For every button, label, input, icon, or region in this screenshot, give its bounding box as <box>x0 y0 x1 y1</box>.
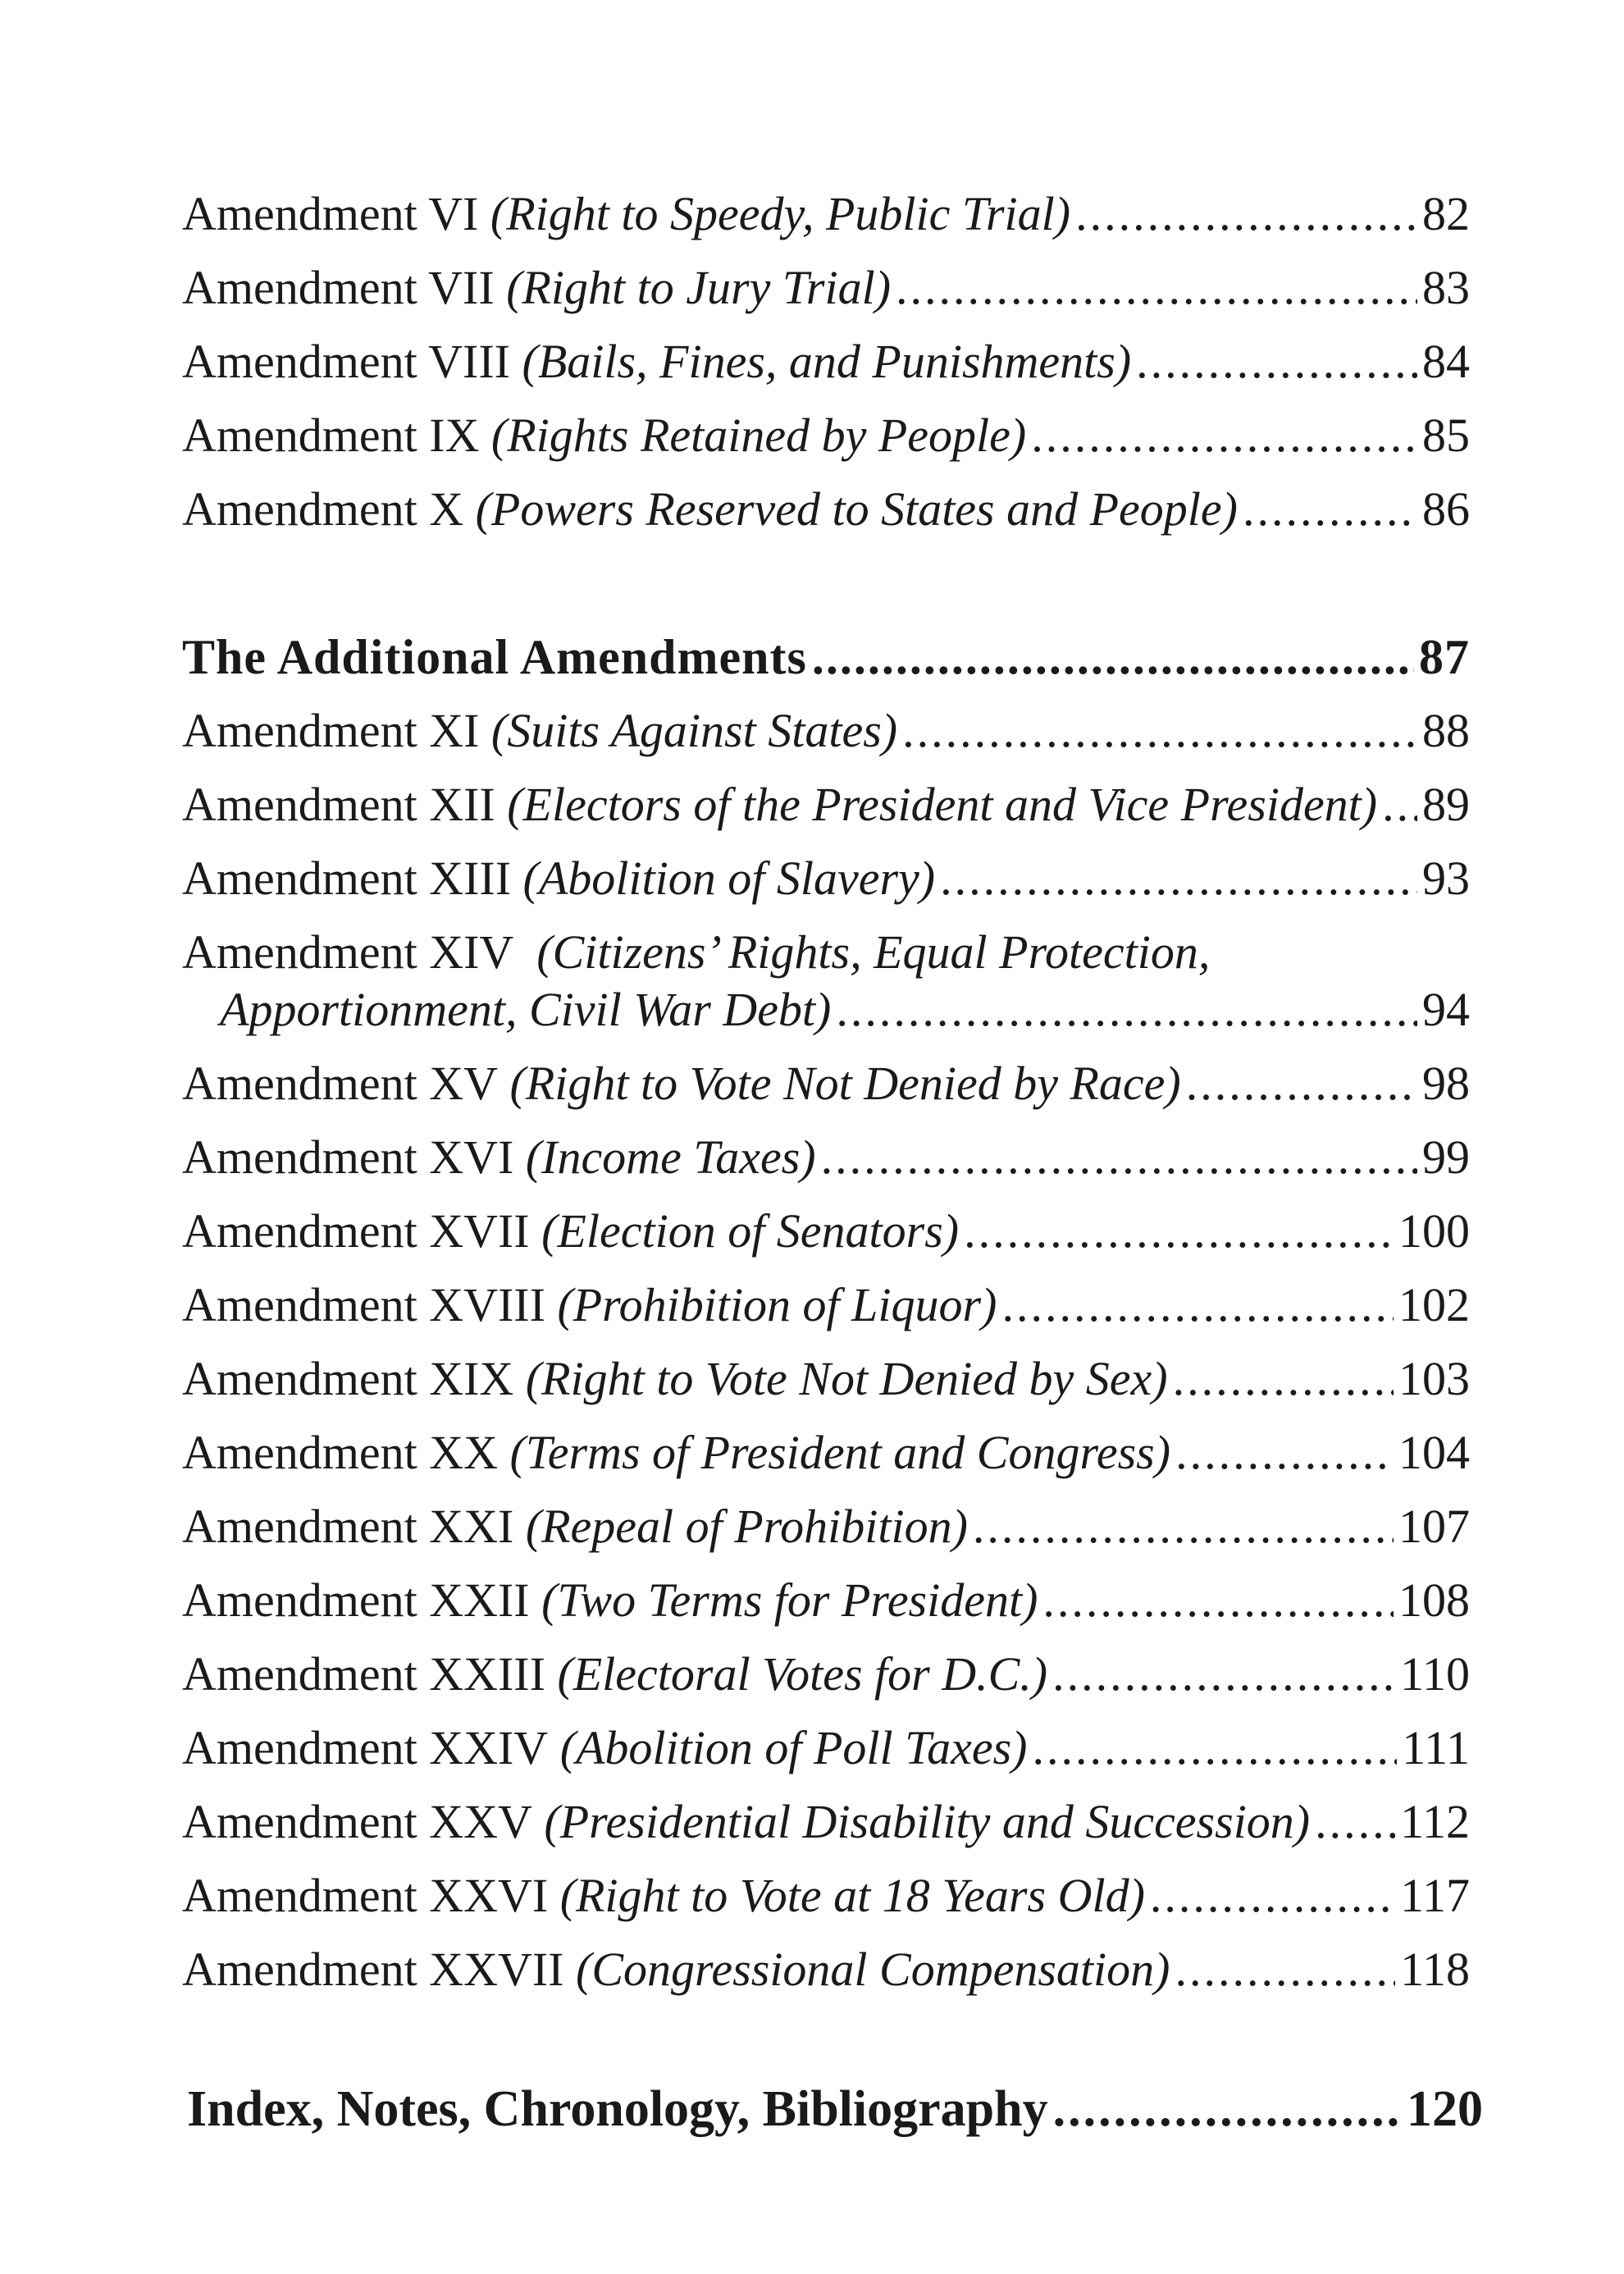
amendment-label: Amendment XXI <box>182 1500 514 1553</box>
amendment-subject: (Two Terms for President) <box>541 1573 1038 1627</box>
dot-leader <box>940 850 1417 907</box>
dot-leader <box>1001 1276 1394 1334</box>
amendment-label: Amendment XV <box>182 1057 498 1110</box>
toc-entry-amendment-viii[interactable] <box>182 333 1470 390</box>
page-number: 117 <box>1400 1869 1470 1922</box>
dot-leader <box>812 628 1414 686</box>
amendment-subject: (Suits Against States) <box>490 704 898 757</box>
page-number: 87 <box>1419 630 1470 684</box>
toc-entry-amendment-xiii[interactable] <box>182 850 1470 907</box>
dot-leader <box>1175 1941 1395 1998</box>
toc-entry-amendment-xxii[interactable] <box>182 1572 1470 1629</box>
toc-entry-amendment-xxvii[interactable] <box>182 1941 1470 1998</box>
page-number: 120 <box>1407 2081 1483 2137</box>
dot-leader <box>836 981 1417 1039</box>
page-number: 118 <box>1400 1943 1470 1996</box>
page-number: 112 <box>1400 1795 1470 1848</box>
amendment-label: Amendment XIX <box>182 1352 514 1405</box>
dot-leader <box>1031 407 1417 464</box>
amendment-label: Amendment XXVII <box>182 1943 564 1996</box>
amendment-label: Amendment XXII <box>182 1573 530 1627</box>
toc-entry-amendment-xx[interactable] <box>182 1424 1470 1482</box>
toc-entry-amendment-x[interactable] <box>182 481 1470 538</box>
toc-entry-amendment-xiv-line1[interactable] <box>182 924 1210 981</box>
amendment-subject: (Right to Vote Not Denied by Race) <box>509 1057 1181 1110</box>
amendment-subject: (Right to Jury Trial) <box>506 261 892 314</box>
amendment-subject: (Electors of the President and Vice President) <box>507 778 1378 831</box>
amendment-subject: (Election of Senators) <box>541 1204 960 1258</box>
amendment-label: Amendment IX <box>182 409 480 462</box>
amendment-subject: (Prohibition of Liquor) <box>557 1278 997 1331</box>
page-number: 104 <box>1398 1426 1470 1479</box>
amendment-subject: (Powers Reserved to States and People) <box>475 482 1238 536</box>
dot-leader <box>1175 1424 1394 1482</box>
page-number: 102 <box>1398 1278 1470 1331</box>
dot-leader <box>1150 1867 1395 1925</box>
amendment-subject: (Congressional Compensation) <box>576 1943 1170 1996</box>
amendment-subject: (Right to Vote Not Denied by Sex) <box>525 1352 1168 1405</box>
section-title: The Additional Amendments <box>182 630 807 684</box>
page-number: 94 <box>1422 983 1470 1036</box>
page-number: 83 <box>1422 261 1470 314</box>
dot-leader <box>1075 185 1417 243</box>
page-number: 86 <box>1422 482 1470 536</box>
amendment-subject: (Bails, Fines, and Punishments) <box>522 335 1132 388</box>
amendment-subject: (Right to Vote at 18 Years Old) <box>559 1869 1145 1922</box>
amendment-label: Amendment XX <box>182 1426 498 1479</box>
toc-entry-amendment-xi[interactable] <box>182 702 1470 760</box>
page-number: 89 <box>1422 778 1470 831</box>
dot-leader <box>896 259 1417 317</box>
page-number: 107 <box>1398 1500 1470 1553</box>
dot-leader <box>1243 481 1417 538</box>
dot-leader <box>964 1203 1394 1260</box>
dot-leader <box>1042 1572 1394 1629</box>
dot-leader <box>902 702 1417 760</box>
amendment-label: Amendment VI <box>182 187 479 240</box>
toc-entry-amendment-xxiv[interactable] <box>182 1719 1470 1777</box>
section-title: Index, Notes, Chronology, Bibliography <box>187 2081 1048 2137</box>
section-heading-additional-amendments[interactable] <box>182 628 1470 686</box>
amendment-subject: (Rights Retained by People) <box>490 409 1027 462</box>
amendment-label: Amendment XIV <box>182 925 513 979</box>
amendment-label: Amendment XVIII <box>182 1278 545 1331</box>
amendment-subject: (Abolition of Slavery) <box>522 852 936 905</box>
amendment-subject: (Abolition of Poll Taxes) <box>559 1721 1028 1774</box>
page-number: 98 <box>1422 1057 1470 1110</box>
toc-entry-amendment-xvii[interactable] <box>182 1203 1470 1260</box>
amendment-label: Amendment X <box>182 482 464 536</box>
toc-entry-amendment-xvi[interactable] <box>182 1129 1470 1186</box>
amendment-label: Amendment XXV <box>182 1795 532 1848</box>
dot-leader <box>1382 776 1417 833</box>
page-number: 84 <box>1422 335 1470 388</box>
page-number: 108 <box>1398 1573 1470 1627</box>
toc-entry-amendment-xxiii[interactable] <box>182 1646 1470 1703</box>
page-number: 111 <box>1402 1721 1470 1774</box>
toc-entry-amendment-vii[interactable] <box>182 259 1470 317</box>
toc-entry-amendment-xv[interactable] <box>182 1055 1470 1112</box>
amendment-label: Amendment XVII <box>182 1204 530 1258</box>
amendment-label: Amendment XVI <box>182 1130 514 1184</box>
toc-entry-amendment-xii[interactable] <box>182 776 1470 833</box>
toc-entry-amendment-xxi[interactable] <box>182 1498 1470 1555</box>
dot-leader <box>1032 1719 1397 1777</box>
amendment-subject: (Presidential Disability and Succession) <box>544 1795 1311 1848</box>
page-number: 100 <box>1398 1204 1470 1258</box>
dot-leader <box>1136 333 1417 390</box>
amendment-subject: (Repeal of Prohibition) <box>525 1500 968 1553</box>
amendment-subject: (Terms of President and Congress) <box>509 1426 1171 1479</box>
dot-leader <box>1173 1350 1394 1408</box>
page-number: 88 <box>1422 704 1470 757</box>
toc-entry-amendment-vi[interactable] <box>182 185 1470 243</box>
toc-entry-amendment-xxv[interactable] <box>182 1793 1470 1851</box>
amendment-label: Amendment XXVI <box>182 1869 549 1922</box>
amendment-subject: (Electoral Votes for D.C.) <box>557 1647 1048 1701</box>
page-number: 93 <box>1422 852 1470 905</box>
page-number: 82 <box>1422 187 1470 240</box>
toc-entry-amendment-xix[interactable] <box>182 1350 1470 1408</box>
amendment-label: Amendment XI <box>182 704 480 757</box>
amendment-label: Amendment VIII <box>182 335 510 388</box>
section-heading-index-notes[interactable] <box>187 2080 1483 2138</box>
dot-leader <box>1315 1793 1395 1851</box>
page-number: 85 <box>1422 409 1470 462</box>
dot-leader <box>1053 2080 1402 2138</box>
page-number: 103 <box>1398 1352 1470 1405</box>
dot-leader <box>1186 1055 1417 1112</box>
amendment-subject: (Citizens’ Rights, Equal Protection, <box>536 925 1211 979</box>
amendment-label: Amendment VII <box>182 261 495 314</box>
dot-leader <box>821 1129 1417 1186</box>
toc-entry-amendment-xiv-line2[interactable] <box>220 981 1470 1039</box>
amendment-subject: (Income Taxes) <box>525 1130 816 1184</box>
amendment-label: Amendment XXIV <box>182 1721 549 1774</box>
dot-leader <box>1052 1646 1395 1703</box>
amendment-label: Amendment XIII <box>182 852 512 905</box>
toc-entry-amendment-xxvi[interactable] <box>182 1867 1470 1925</box>
amendment-subject-continued: Apportionment, Civil War Debt) <box>220 983 832 1036</box>
page-number: 99 <box>1422 1130 1470 1184</box>
amendment-label: Amendment XXIII <box>182 1647 545 1701</box>
amendment-subject: (Right to Speedy, Public Trial) <box>490 187 1071 240</box>
dot-leader <box>973 1498 1394 1555</box>
toc-entry-amendment-ix[interactable] <box>182 407 1470 464</box>
toc-entry-amendment-xviii[interactable] <box>182 1276 1470 1334</box>
page-number: 110 <box>1400 1647 1470 1701</box>
amendment-label: Amendment XII <box>182 778 495 831</box>
